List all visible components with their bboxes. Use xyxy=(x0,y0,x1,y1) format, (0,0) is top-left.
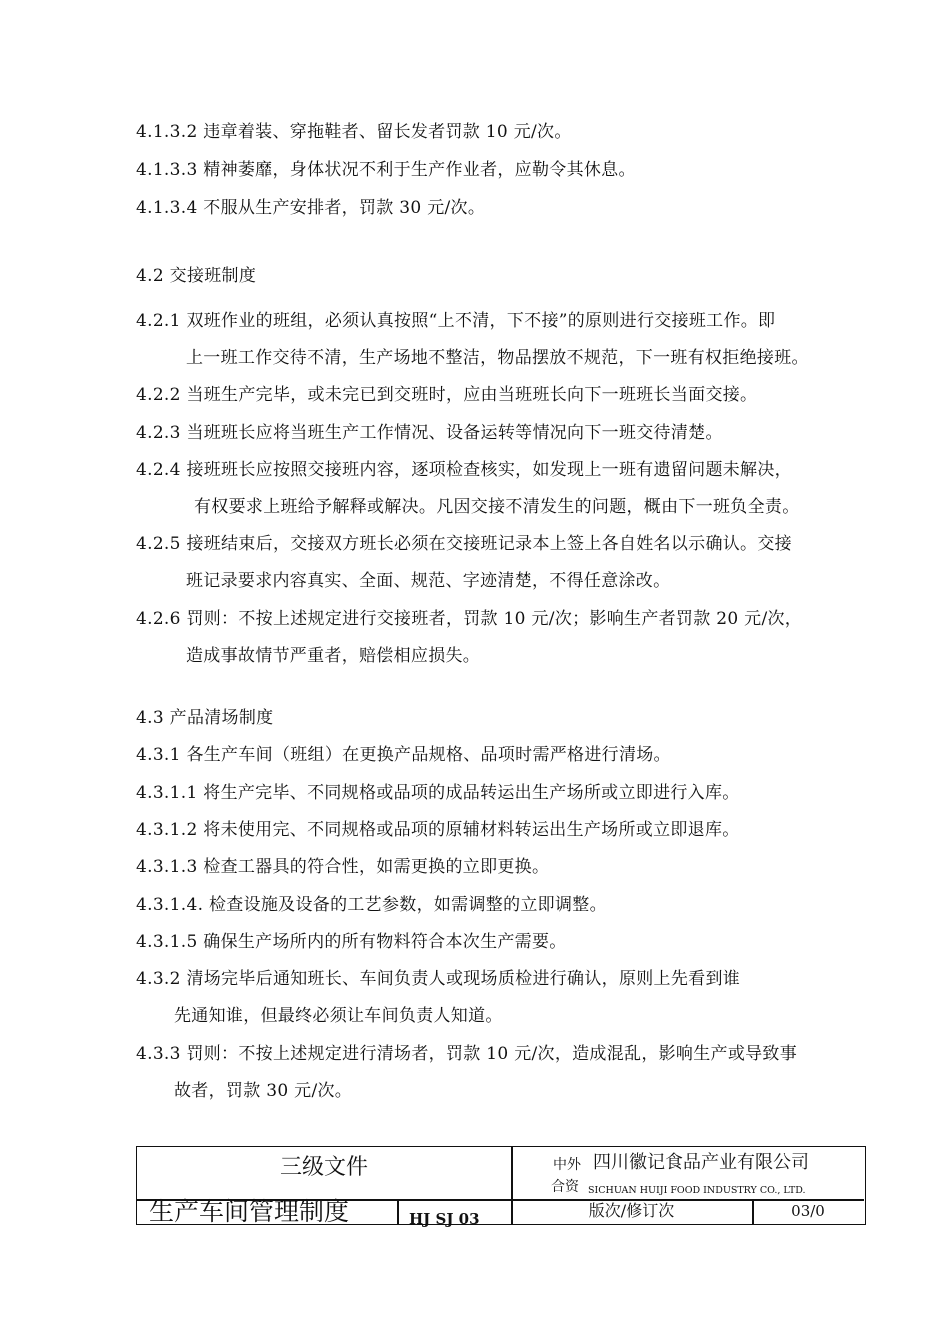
version-value: 03/0 xyxy=(791,1202,825,1220)
clause-4-2-1-cont: 上一班工作交待不清，生产场地不整洁，物品摆放不规范，下一班有权拒绝接班。 xyxy=(186,348,809,368)
joint-venture-label-bottom: 合资 xyxy=(551,1179,579,1195)
clause-4-3-1-2: 4.3.1.2 将未使用完、不同规格或品项的原辅材料转运出生产场所或立即退库。 xyxy=(136,820,740,840)
clause-4-1-3-3: 4.1.3.3 精神萎靡，身体状况不利于生产作业者，应勒令其休息。 xyxy=(136,160,636,180)
clause-4-2-5: 4.2.5 接班结束后，交接双方班长必须在交接班记录本上签上各自姓名以示确认。交接 xyxy=(136,534,792,554)
clause-4-2-1: 4.2.1 双班作业的班组，必须认真按照“上不清，下不接”的原则进行交接班工作。即 xyxy=(136,311,776,331)
doc-level-label: 三级文件 xyxy=(279,1155,368,1180)
clause-4-1-3-4: 4.1.3.4 不服从生产安排者，罚款 30 元/次。 xyxy=(136,198,486,218)
clause-4-1-3-2: 4.1.3.2 违章着装、穿拖鞋者、留长发者罚款 10 元/次。 xyxy=(136,122,572,142)
section-heading-4-2: 4.2 交接班制度 xyxy=(136,266,257,286)
joint-venture-label-top: 中外 xyxy=(553,1157,581,1173)
clause-4-2-3: 4.2.3 当班班长应将当班生产工作情况、设备运转等情况向下一班交待清楚。 xyxy=(136,423,723,443)
clause-4-2-6: 4.2.6 罚则：不按上述规定进行交接班者，罚款 10 元/次；影响生产者罚款 20 元/次， xyxy=(136,609,803,629)
clause-4-3-3: 4.3.3 罚则：不按上述规定进行清场者，罚款 10 元/次，造成混乱，影响生产或导致事 xyxy=(136,1044,798,1064)
clause-4-3-1-3: 4.3.1.3 检查工器具的符合性，如需更换的立即更换。 xyxy=(136,857,550,877)
clause-4-3-1-5: 4.3.1.5 确保生产场所内的所有物料符合本次生产需要。 xyxy=(136,932,567,952)
clause-4-3-3-cont: 故者，罚款 30 元/次。 xyxy=(174,1081,353,1101)
clause-4-3-1: 4.3.1 各生产车间（班组）在更换产品规格、品项时需严格进行清场。 xyxy=(136,745,671,765)
clause-4-3-1-4: 4.3.1.4. 检查设施及设备的工艺参数，如需调整的立即调整。 xyxy=(136,895,607,915)
section-heading-4-3: 4.3 产品清场制度 xyxy=(136,708,274,728)
clause-4-2-5-cont: 班记录要求内容真实、全面、规范、字迹清楚，不得任意涂改。 xyxy=(186,571,671,591)
clause-4-3-1-1: 4.3.1.1 将生产完毕、不同规格或品项的成品转运出生产场所或立即进行入库。 xyxy=(136,783,740,803)
clause-4-2-4-cont: 有权要求上班给予解释或解决。凡因交接不清发生的问题，概由下一班负全责。 xyxy=(194,497,800,517)
footer-title-code-divider xyxy=(397,1199,399,1224)
clause-4-2-2: 4.2.2 当班生产完毕，或未完已到交班时，应由当班班长向下一班班长当面交接。 xyxy=(136,385,758,405)
document-footer-table xyxy=(136,1146,866,1228)
clause-4-2-6-cont: 造成事故情节严重者，赔偿相应损失。 xyxy=(186,646,481,666)
doc-code: HJ SJ 03 xyxy=(409,1210,480,1228)
clause-4-2-4: 4.2.4 接班班长应按照交接班内容，逐项检查核实，如发现上一班有遗留问题未解决， xyxy=(136,460,792,480)
version-label: 版次/修订次 xyxy=(588,1201,675,1220)
company-name-en: SICHUAN HUIJI FOOD INDUSTRY CO., LTD. xyxy=(588,1185,806,1196)
company-name-cn: 四川徽记食品产业有限公司 xyxy=(593,1152,809,1173)
doc-title: 生产车间管理制度 xyxy=(149,1197,350,1226)
clause-4-3-2-cont: 先通知谁，但最终必须让车间负责人知道。 xyxy=(174,1006,503,1026)
clause-4-3-2: 4.3.2 清场完毕后通知班长、车间负责人或现场质检进行确认，原则上先看到谁 xyxy=(136,969,741,989)
